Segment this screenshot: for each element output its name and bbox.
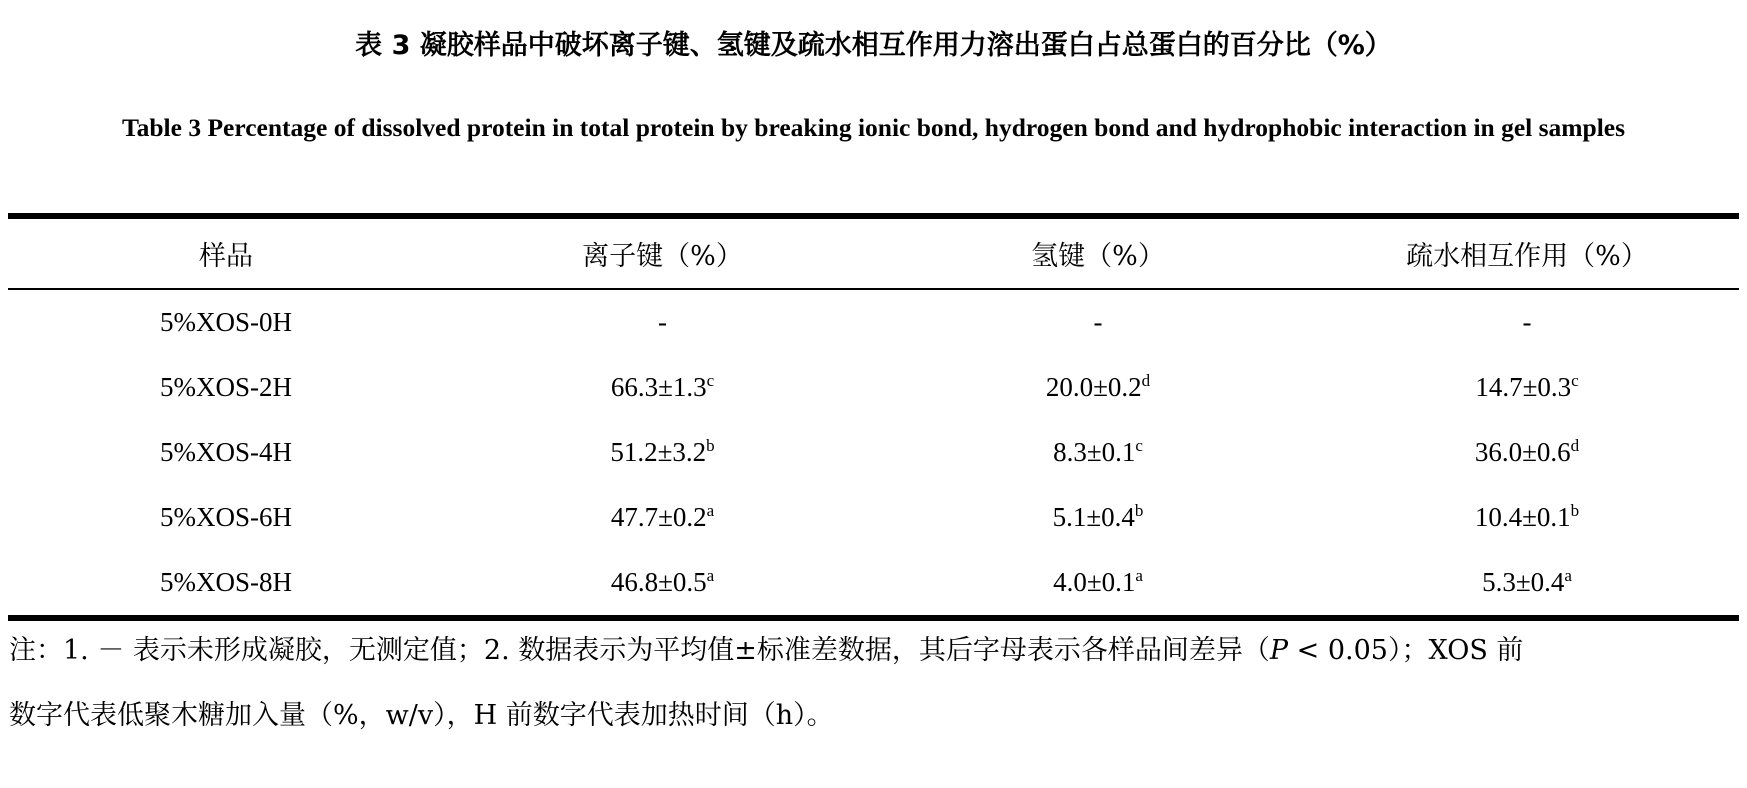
table-body: [8, 289, 1739, 618]
table-row: [8, 420, 1739, 485]
cell-value: 5%XOS-6H: [160, 502, 292, 532]
significance-letter: a: [706, 501, 715, 520]
cell-value: 8.3±0.1: [1053, 437, 1136, 467]
cell-value: 46.8±0.5: [610, 567, 707, 597]
cell-value: 66.3±1.3: [610, 372, 707, 402]
table-row: [8, 550, 1739, 618]
footnote-text-part2: < 0.05）；XOS 前: [1288, 635, 1524, 666]
cell-value: 20.0±0.2: [1045, 372, 1142, 402]
cell-ionic-bond: [444, 550, 881, 618]
cell-value: 14.7±0.3: [1475, 372, 1572, 402]
cell-value: 47.7±0.2: [610, 502, 707, 532]
cell-value: 5.3±0.4: [1482, 567, 1565, 597]
cell-value: 5%XOS-2H: [160, 372, 292, 402]
cell-hydrogen-bond: [881, 355, 1315, 420]
table-header-row: [8, 216, 1739, 289]
table-row: [8, 355, 1739, 420]
header-hydrophobic: 疏水相互作用（%）: [1406, 241, 1648, 272]
footnote-p-symbol: P: [1269, 635, 1289, 666]
significance-letter: b: [1134, 501, 1144, 520]
cell-sample: [8, 485, 444, 550]
cell-ionic-bond: [444, 355, 881, 420]
header-hydrogen-bond: 氢键（%）: [1031, 241, 1165, 272]
cell-hydrophobic: [1315, 485, 1739, 550]
cell-value: 36.0±0.6: [1474, 437, 1571, 467]
footnote-text-part1: 注：1. － 表示未形成凝胶，无测定值；2. 数据表示为平均值±标准差数据，其后字母表示各样品间差异（: [9, 635, 1270, 666]
cell-hydrophobic: [1315, 420, 1739, 485]
significance-letter: c: [1135, 436, 1143, 455]
significance-letter: a: [1564, 566, 1572, 585]
cell-hydrogen-bond: [881, 485, 1315, 550]
cell-sample: [8, 550, 444, 618]
significance-letter: a: [1135, 566, 1143, 585]
cell-hydrophobic: [1315, 289, 1739, 355]
cell-hydrophobic: [1315, 355, 1739, 420]
table-row: [8, 485, 1739, 550]
cell-ionic-bond: [444, 485, 881, 550]
table-footnote: [9, 618, 1740, 748]
significance-letter: c: [1571, 371, 1579, 390]
cell-sample: [8, 289, 444, 355]
significance-letter: c: [706, 371, 715, 390]
cell-value: 4.0±0.1: [1053, 567, 1136, 597]
significance-letter: d: [1141, 371, 1151, 390]
significance-letter: a: [706, 566, 715, 585]
cell-hydrogen-bond: [881, 420, 1315, 485]
cell-value: -: [658, 307, 667, 337]
cell-value: 5.1±0.4: [1052, 502, 1135, 532]
cell-value: 5%XOS-0H: [160, 307, 292, 337]
cell-ionic-bond: [444, 420, 881, 485]
header-sample: 样品: [199, 241, 253, 272]
results-table: [8, 213, 1739, 621]
cell-sample: [8, 355, 444, 420]
cell-hydrogen-bond: [881, 289, 1315, 355]
cell-value: 10.4±0.1: [1474, 502, 1571, 532]
cell-value: 51.2±3.2: [610, 437, 707, 467]
cell-value: 5%XOS-8H: [160, 567, 292, 597]
cell-hydrophobic: [1315, 550, 1739, 618]
table-row: [8, 289, 1739, 355]
significance-letter: b: [1570, 501, 1580, 520]
cell-value: -: [1522, 307, 1532, 337]
footnote-text-line2: 数字代表低聚木糖加入量（%，w/v），H 前数字代表加热时间（h）。: [9, 700, 834, 731]
cell-value: 5%XOS-4H: [160, 437, 292, 467]
cell-hydrogen-bond: [881, 550, 1315, 618]
cell-ionic-bond: [444, 289, 881, 355]
table-title-english: Table 3 Percentage of dissolved protein in total protein by breaking ionic bond, hydrogen bond and hydrophobic interaction in gel samples: [121, 113, 1626, 142]
header-ionic-bond: 离子键（%）: [582, 241, 743, 272]
significance-letter: b: [706, 436, 715, 455]
cell-sample: [8, 420, 444, 485]
cell-value: -: [1093, 307, 1103, 337]
table-title-chinese: 表 3 凝胶样品中破坏离子键、氢键及疏水相互作用力溶出蛋白占总蛋白的百分比（%）: [355, 30, 1392, 61]
significance-letter: d: [1570, 436, 1580, 455]
